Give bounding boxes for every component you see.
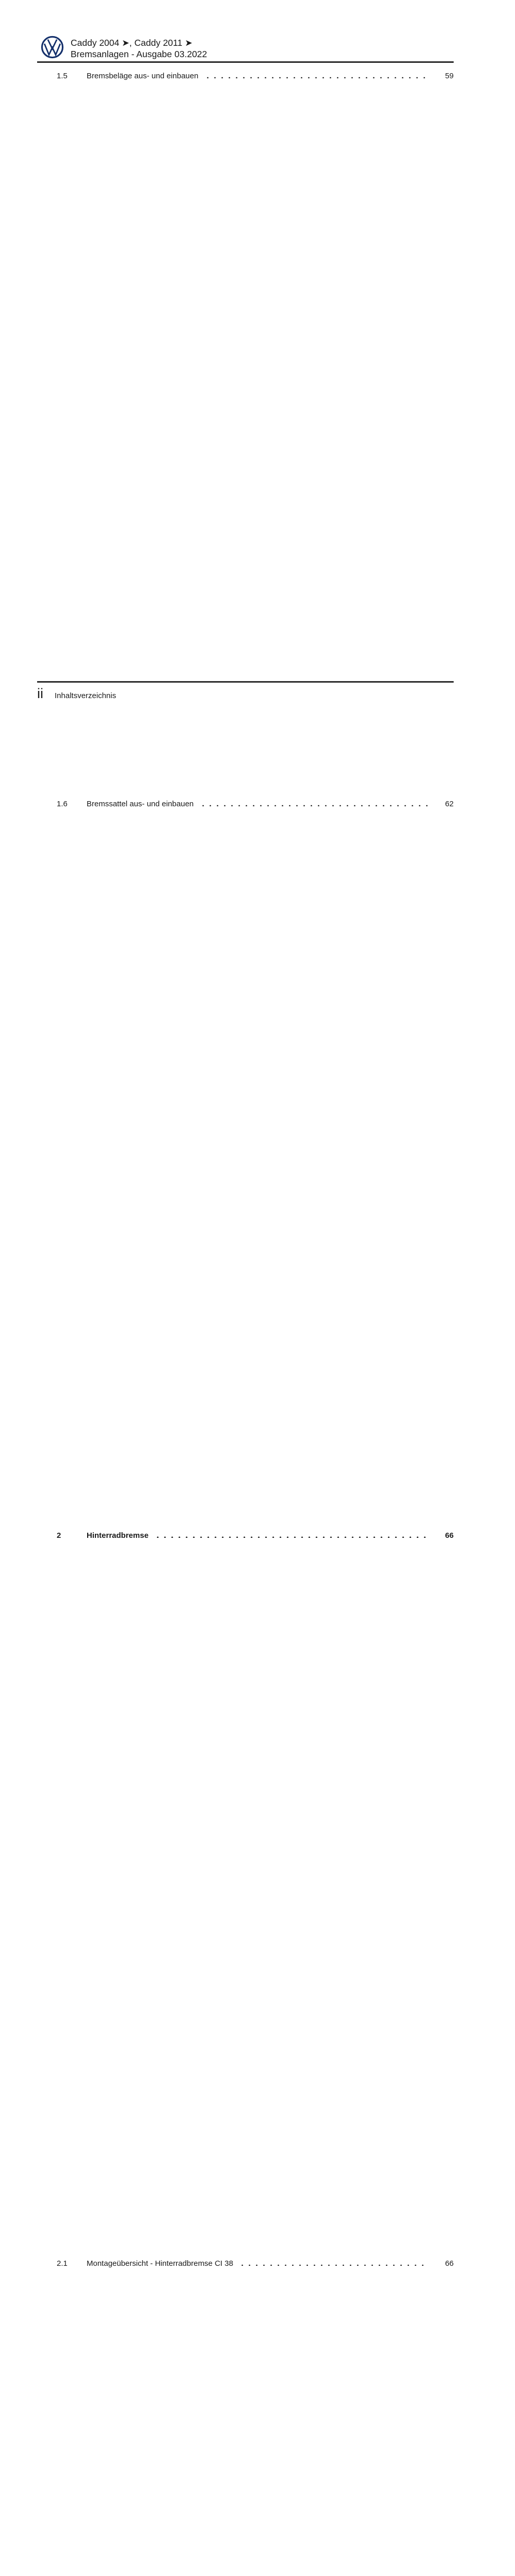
header-model-line: Caddy 2004 ➤, Caddy 2011 ➤ [71,38,193,48]
page-number-roman: ii [37,686,43,701]
entry-page-number: 62 [432,799,454,1527]
entry-number: 1.5 [57,72,68,80]
dot-leader [198,804,429,806]
entry-page-number: 66 [432,1531,454,2259]
vw-logo [41,36,64,59]
footer-row [37,686,454,701]
page-footer [37,681,454,701]
entry-title: Hinterradbremse [87,1531,149,1540]
header-divider [37,61,454,63]
toc-section-row [37,1531,454,2259]
entry-number: 2 [57,1531,61,1540]
dot-leader [238,2264,429,2266]
page-header [0,0,515,63]
entry-title: Bremsbeläge aus- und einbauen [87,72,198,80]
entry-page-number: 59 [432,71,454,799]
header-text-block [71,37,207,60]
entry-number: 2.1 [57,2259,68,2268]
footer-divider [37,681,454,683]
dot-leader [203,76,429,78]
entry-page-number: 66 [432,2259,454,2576]
header-subtitle: Bremsanlagen - Ausgabe 03.2022 [71,49,207,59]
entry-title: Montageübersicht - Hinterradbremse CI 38 [87,2259,234,2268]
toc-entry-row [37,2259,454,2576]
footer-section-label: Inhaltsverzeichnis [55,691,117,700]
entry-title: Bremssattel aus- und einbauen [87,800,194,808]
toc-list [37,64,454,2576]
toc-entry-row [37,799,454,1527]
dot-leader [153,1536,429,1538]
entry-number: 1.6 [57,800,68,808]
